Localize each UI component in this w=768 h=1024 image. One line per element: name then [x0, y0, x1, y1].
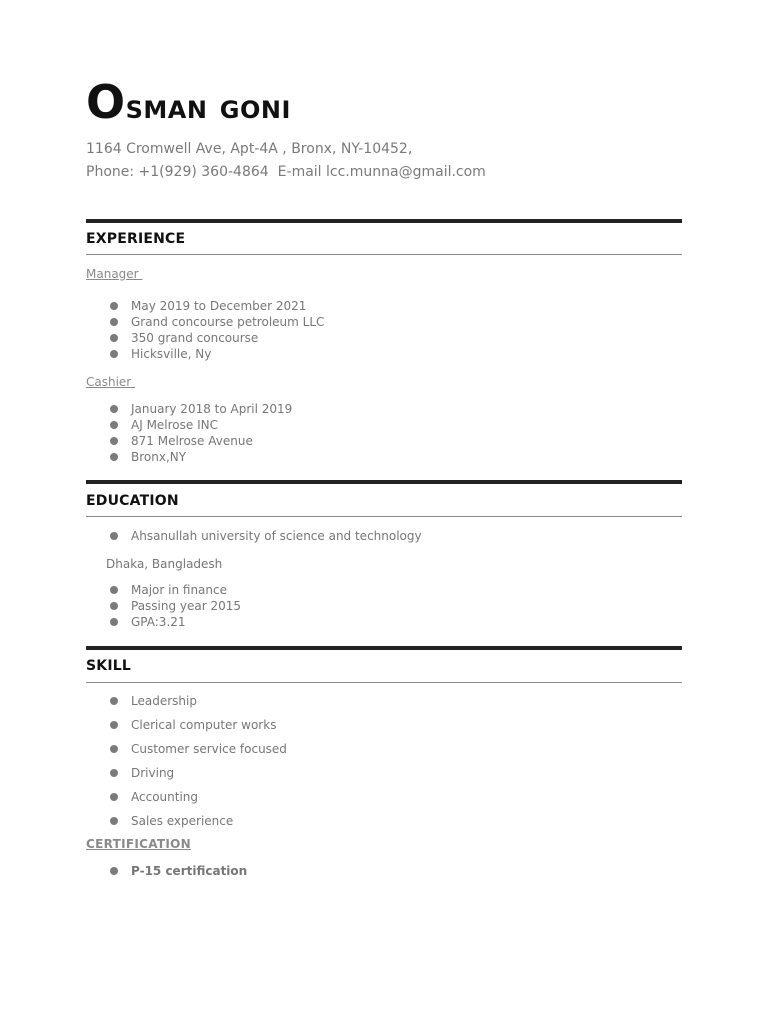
list-item: Sales experience	[86, 809, 287, 833]
email-text: E-mail lcc.munna@gmail.com	[277, 164, 486, 180]
bullet-icon	[110, 350, 118, 358]
list-item: Passing year 2015	[86, 598, 241, 614]
education-heading: EDUCATION	[86, 493, 179, 509]
list-item: Hicksville, Ny	[86, 346, 324, 362]
bullet-icon	[110, 745, 118, 753]
list-item: January 2018 to April 2019	[86, 401, 292, 417]
education-details	[86, 582, 241, 630]
bullet-icon	[110, 793, 118, 801]
list-item: May 2019 to December 2021	[86, 298, 324, 314]
name-initial: O	[86, 75, 126, 129]
bullet-icon	[110, 602, 118, 610]
bullet-icon	[110, 302, 118, 310]
bullet-icon	[110, 421, 118, 429]
list-item: Ahsanullah university of science and technology	[86, 528, 422, 544]
list-item: Bronx,NY	[86, 449, 292, 465]
bullet-icon	[110, 618, 118, 626]
bullet-icon	[110, 532, 118, 540]
section-divider-thin	[86, 516, 682, 517]
section-divider-thin	[86, 682, 682, 683]
list-item: 871 Melrose Avenue	[86, 433, 292, 449]
list-item: Leadership	[86, 689, 287, 713]
cashier-details	[86, 401, 292, 465]
job-title-manager: Manager	[86, 267, 143, 281]
bullet-icon	[110, 697, 118, 705]
bullet-icon	[110, 334, 118, 342]
list-item: 350 grand concourse	[86, 330, 324, 346]
list-item: GPA:3.21	[86, 614, 241, 630]
address-line: 1164 Cromwell Ave, Apt-4A , Bronx, NY-10452,	[86, 141, 413, 157]
name-rest: sman goni	[125, 87, 291, 127]
job-title-cashier: Cashier	[86, 375, 136, 389]
skill-list	[86, 689, 287, 833]
list-item: Major in finance	[86, 582, 241, 598]
list-item: Driving	[86, 761, 287, 785]
section-divider-thick	[86, 480, 682, 484]
section-divider-thick	[86, 219, 682, 223]
candidate-name	[86, 75, 291, 131]
list-item: Grand concourse petroleum LLC	[86, 314, 324, 330]
list-item: Customer service focused	[86, 737, 287, 761]
education-school	[86, 528, 422, 544]
bullet-icon	[110, 437, 118, 445]
bullet-icon	[110, 586, 118, 594]
list-item: P-15 certification	[86, 859, 247, 883]
section-divider-thick	[86, 646, 682, 650]
experience-heading: EXPERIENCE	[86, 231, 186, 247]
bullet-icon	[110, 769, 118, 777]
list-item: Clerical computer works	[86, 713, 287, 737]
bullet-icon	[110, 318, 118, 326]
certification-list	[86, 859, 247, 883]
bullet-icon	[110, 453, 118, 461]
list-item: AJ Melrose INC	[86, 417, 292, 433]
contact-info	[86, 138, 486, 184]
certification-heading: CERTIFICATION	[86, 837, 191, 851]
manager-details	[86, 298, 324, 362]
phone-email-line	[86, 161, 486, 184]
skill-heading: SKILL	[86, 658, 131, 674]
education-location: Dhaka, Bangladesh	[106, 557, 223, 571]
section-divider-thin	[86, 254, 682, 255]
bullet-icon	[110, 721, 118, 729]
bullet-icon	[110, 817, 118, 825]
bullet-icon	[110, 867, 118, 875]
bullet-icon	[110, 405, 118, 413]
list-item: Accounting	[86, 785, 287, 809]
phone-text: Phone: +1(929) 360-4864	[86, 164, 269, 180]
